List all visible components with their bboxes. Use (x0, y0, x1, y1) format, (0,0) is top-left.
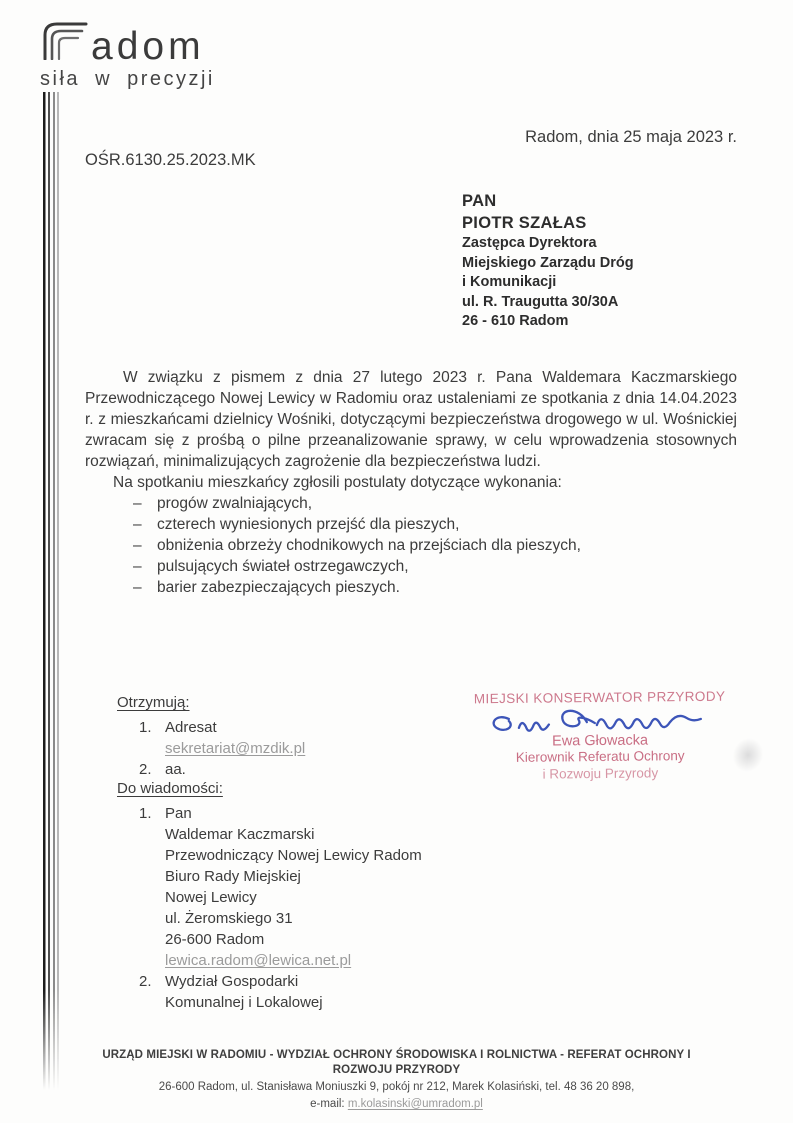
scan-binding-stripes-artifact (43, 92, 60, 1090)
footer-address-line: 26-600 Radom, ul. Stanisława Moniuszki 9, pokój nr 212, Marek Kolasiński, tel. 48 36 20 898, (158, 1081, 635, 1093)
cc-line: Pan (165, 805, 192, 822)
item-text: aa. (165, 761, 186, 778)
distribution-heading: Otrzymują: (117, 694, 190, 711)
recipient-address-block (462, 190, 634, 332)
cc-heading: Do wiadomości: (117, 780, 223, 797)
distribution-item (117, 717, 305, 738)
cc-line: Wydział Gospodarki (165, 973, 299, 990)
recipient-name: PIOTR SZAŁAS (462, 214, 587, 232)
dash-bullet: – (133, 537, 142, 554)
cc-line: Biuro Rady Miejskiej (165, 868, 301, 885)
official-stamp (465, 689, 736, 784)
umradom-email-link[interactable]: m.kolasinski@umradom.pl (347, 1098, 483, 1110)
dash-bullet: – (133, 516, 142, 533)
distribution-item (117, 759, 305, 780)
dash-bullet: – (133, 579, 142, 596)
office-footer (83, 1048, 711, 1112)
item-number: 2. (139, 973, 152, 990)
postulate-item (85, 535, 737, 556)
item-number: 1. (139, 719, 152, 736)
cc-line: 26-600 Radom (165, 931, 265, 948)
body-paragraph: W związku z pismem z dnia 27 lutego 2023 r. Pana Waldemara Kaczmarskiego Przewodniczącego Nowej Lewicy w Radomiu oraz ustaleniami ze spotkania z dnia 14.04.2023 r. z mieszkańcami dzielnicy Wośniki, dotyczącymi bezpieczeństwa drogowego w ul. Wośnickiej zwracam się z prośbą o pilne przeanalizowanie sprawy, w celu wprowadzenia stosownych rozwiązań, minimalizujących zagrożenie dla bezpieczeństwa ludzi. (85, 369, 737, 470)
mzdik-email-link[interactable]: sekretariat@mzdik.pl (165, 740, 306, 757)
postulate-text: barier zabezpieczających pieszych. (157, 579, 400, 596)
postulate-text: progów zwalniających, (157, 495, 313, 512)
distribution-list (117, 692, 305, 780)
dash-bullet: – (133, 495, 142, 512)
stamp-signer-role: Kierownik Referatu Ochrony (515, 748, 685, 765)
recipient-org-line: Miejskiego Zarządu Dróg (462, 254, 634, 271)
cc-line: Nowej Lewicy (165, 889, 257, 906)
postulates-intro: Na spotkaniu mieszkańcy zgłosili postulaty dotyczące wykonania: (113, 474, 562, 491)
logo-wordmark: adom (91, 25, 205, 68)
postulate-item (85, 577, 737, 598)
cc-line: ul. Żeromskiego 31 (165, 910, 293, 927)
item-number: 1. (139, 805, 152, 822)
dash-bullet: – (133, 558, 142, 575)
postulate-item (85, 556, 737, 577)
postulate-text: czterech wyniesionych przejść dla pieszych, (157, 516, 460, 533)
footer-office-name: URZĄD MIEJSKI W RADOMIU - WYDZIAŁ OCHRONY ŚRODOWISKA I ROLNICTWA - REFERAT OCHRONY I ROZWOJU PRZYRODY (102, 1049, 691, 1076)
cc-item (117, 803, 422, 824)
place-and-date: Radom, dnia 25 maja 2023 r. (525, 128, 737, 146)
lewica-email-link[interactable]: lewica.radom@lewica.net.pl (165, 952, 352, 969)
radom-city-logo (40, 20, 215, 91)
cc-item (117, 971, 422, 992)
postulate-item (85, 493, 737, 514)
cc-line: Przewodniczący Nowej Lewicy Radom (165, 847, 422, 864)
postulate-item (85, 514, 737, 535)
cc-list (117, 778, 422, 1013)
logo-tagline: siła w precyzji (40, 68, 215, 90)
stamp-signer-role: i Rozwoju Przyrody (542, 764, 659, 782)
footer-email-line (83, 1097, 711, 1112)
recipient-city-line: 26 - 610 Radom (462, 313, 569, 329)
recipient-org-line: i Komunikacji (462, 274, 557, 290)
reference-number: OŚR.6130.25.2023.MK (85, 151, 256, 169)
postulate-text: pulsujących świateł ostrzegawczych, (157, 558, 409, 575)
item-text: Adresat (165, 719, 217, 736)
stamp-title: MIEJSKI KONSERWATOR PRZYRODY (473, 688, 726, 707)
postulate-text: obniżenia obrzeży chodnikowych na przejściach dla pieszych, (157, 537, 581, 554)
recipient-street-line: ul. R. Traugutta 30/30A (462, 293, 619, 310)
letter-body (85, 367, 737, 598)
cc-line: Waldemar Kaczmarski (165, 826, 315, 843)
item-number: 2. (139, 761, 152, 778)
recipient-title-line: Zastępca Dyrektora (462, 235, 597, 251)
footer-email-prefix: e-mail: (310, 1098, 348, 1110)
radom-logo-glyph-icon (40, 20, 88, 65)
recipient-salutation: PAN (462, 192, 497, 210)
cc-line: Komunalnej i Lokalowej (165, 994, 323, 1011)
postulates-list (85, 493, 737, 598)
stamp-signer-name: Ewa Głowacka (552, 732, 649, 750)
cc-item-details (165, 824, 422, 971)
